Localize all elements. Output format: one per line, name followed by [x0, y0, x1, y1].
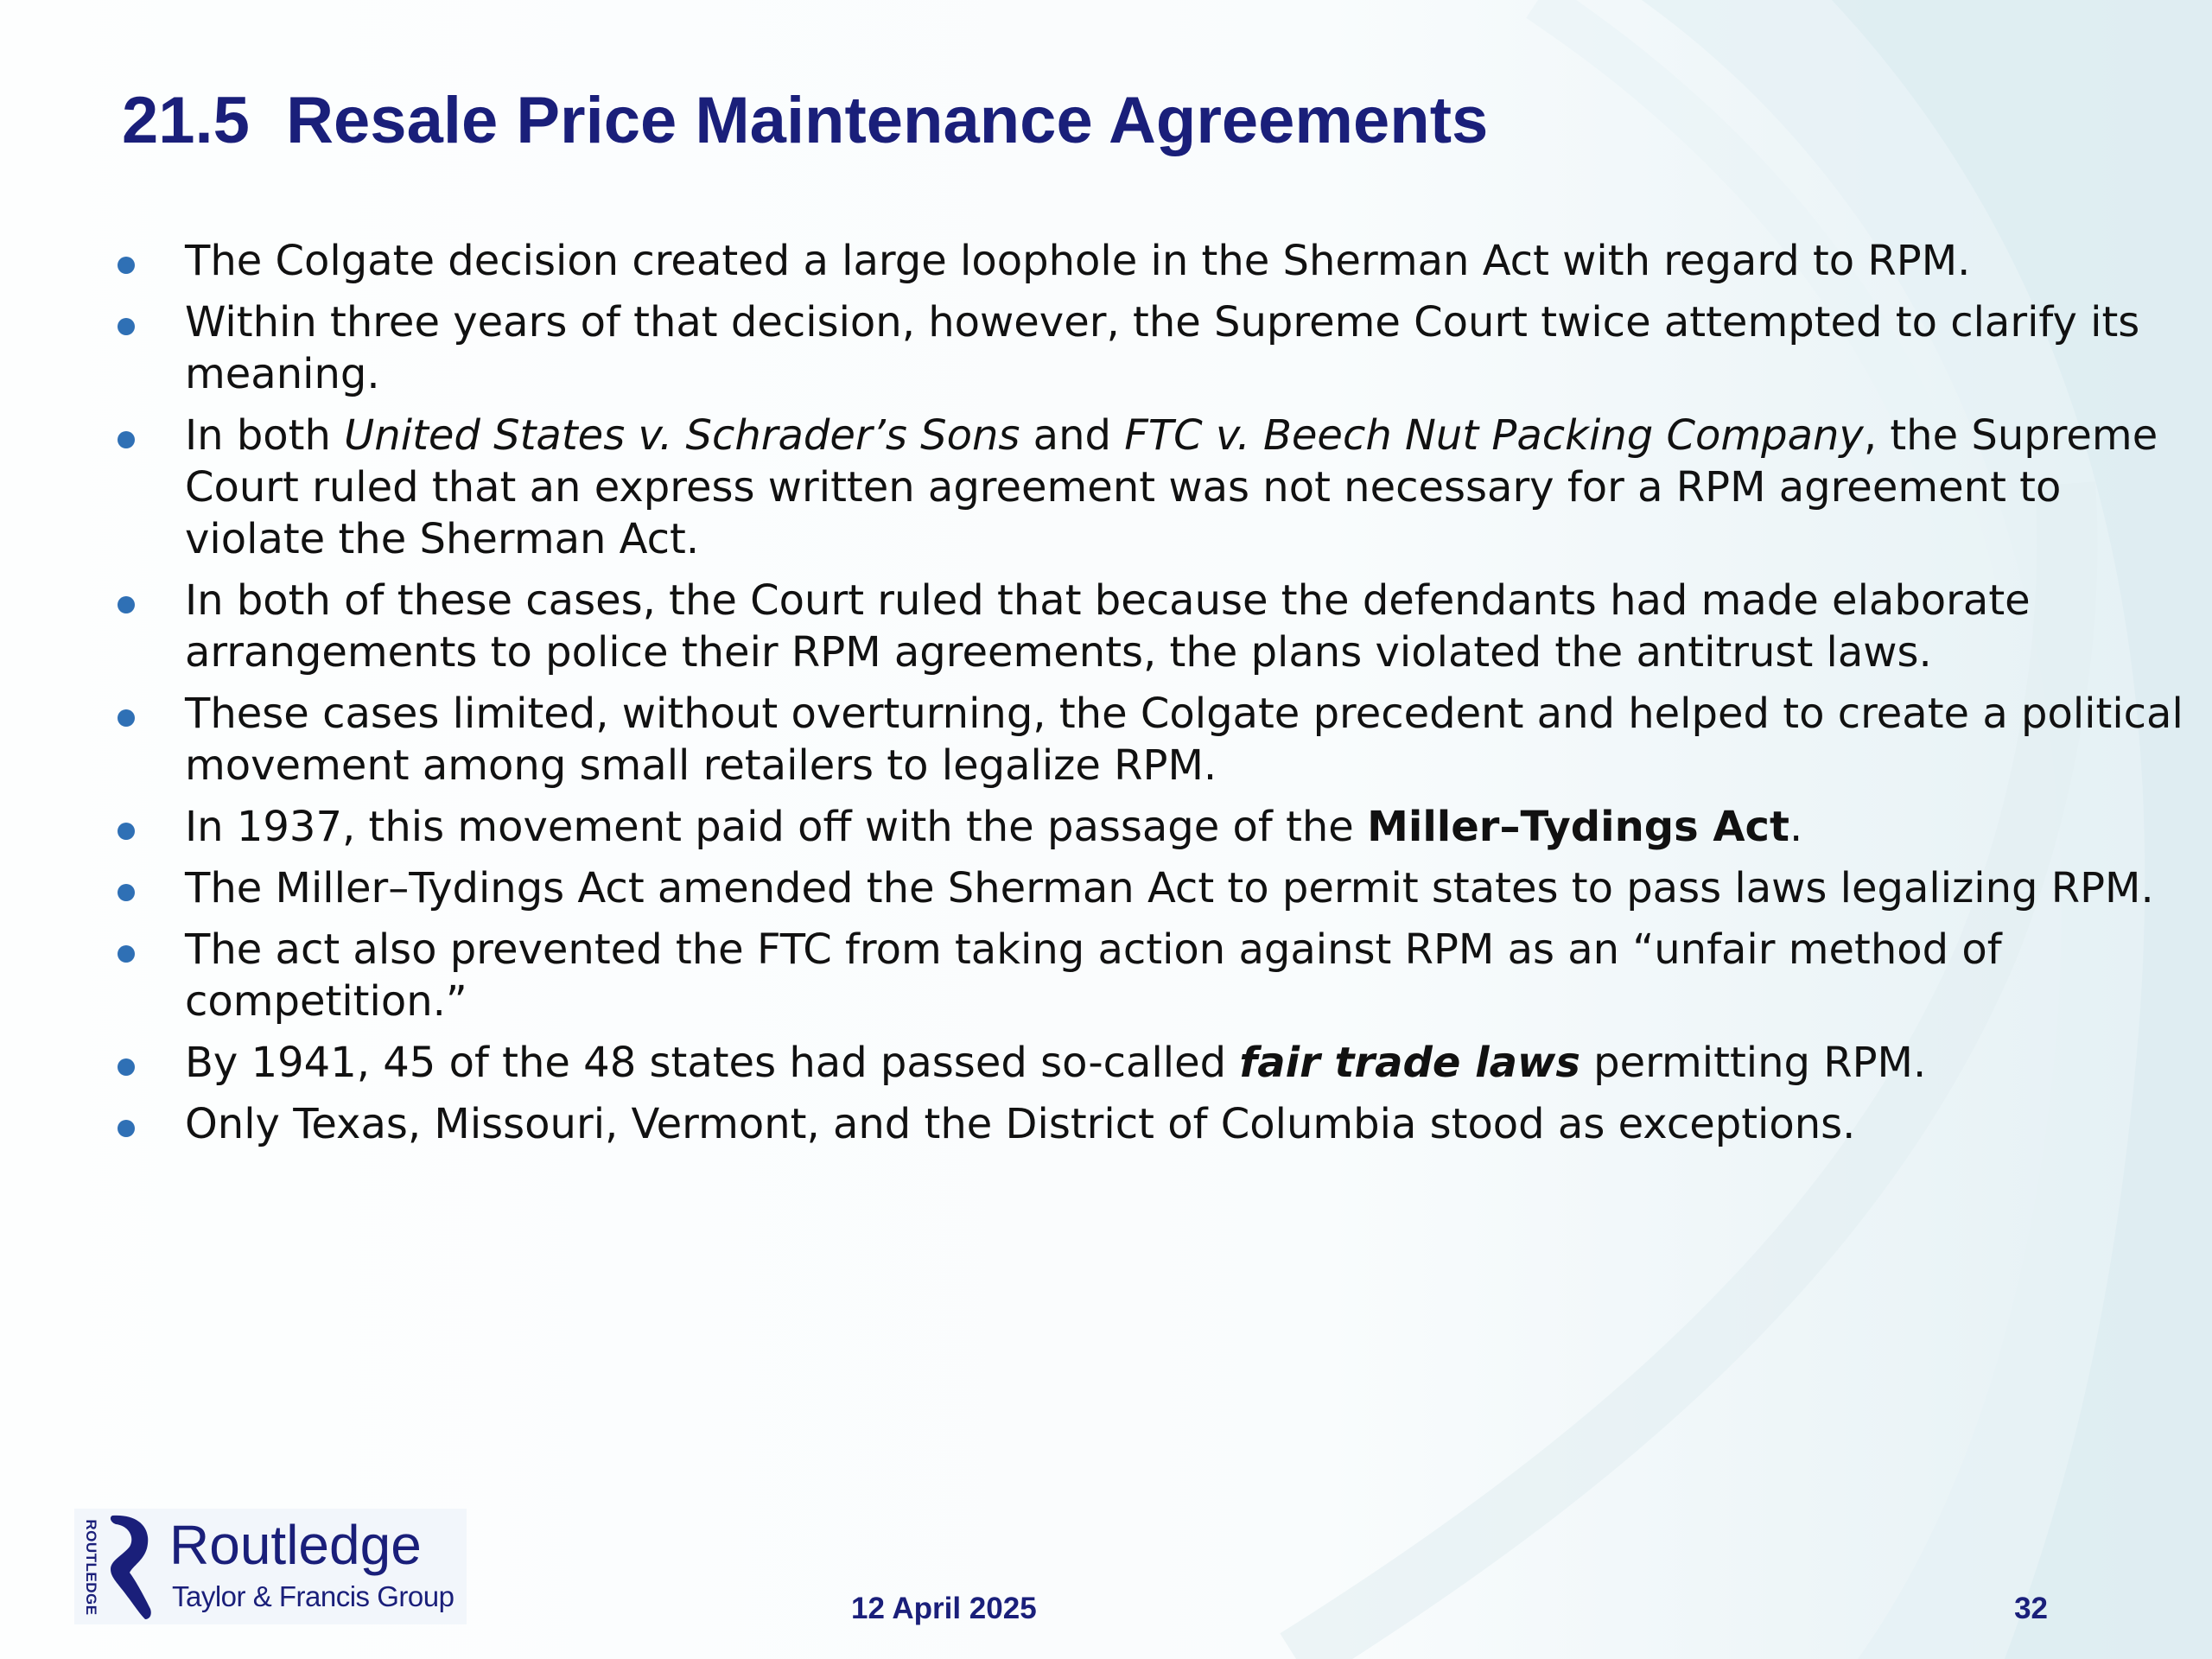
bullet-text-segment: , the Supreme Court ruled that an express written agreement was not necessary for a RPM agreement to violate the Sherman Act.	[185, 411, 2158, 563]
bullet-item	[0, 862, 2212, 914]
bullet-text-segment: United States v. Schrader’s Sons	[344, 411, 1020, 460]
bullet-text	[185, 688, 2212, 791]
bullet-item	[0, 296, 2212, 400]
bullet-text	[185, 235, 2212, 287]
bullet-item	[0, 235, 2212, 287]
bullet-text-segment: The act also prevented the FTC from taking action against RPM as an “unfair method of competition.”	[185, 925, 2002, 1026]
routledge-logo	[74, 1509, 467, 1624]
bullet-text-segment: In 1937, this movement paid off with the passage of the	[185, 803, 1368, 851]
bullet-text	[185, 862, 2212, 914]
bullet-text-segment: Miller–Tydings Act	[1367, 803, 1789, 851]
bullet-text-segment: and	[1020, 411, 1125, 460]
slide-title: 21.5 Resale Price Maintenance Agreements	[122, 84, 1489, 157]
bullet-dot-icon	[118, 1120, 135, 1137]
bullet-item	[0, 1037, 2212, 1089]
bullet-text-segment: .	[1789, 803, 1803, 851]
bullet-item	[0, 1098, 2212, 1150]
bullet-dot-icon	[118, 884, 135, 901]
logo-name: Routledge	[169, 1514, 422, 1576]
bullet-text-segment: By 1941, 45 of the 48 states had passed so-called	[185, 1039, 1240, 1087]
bullet-text	[185, 410, 2212, 565]
bullet-dot-icon	[118, 709, 135, 727]
bullet-item	[0, 688, 2212, 791]
bullet-dot-icon	[118, 945, 135, 963]
bullet-text-segment: In both	[185, 411, 345, 460]
bullet-text-segment: These cases limited, without overturning, the Colgate precedent and helped to create a political movement among small retailers to legalize RPM.	[185, 690, 2183, 790]
footer-date: 12 April 2025	[851, 1592, 1037, 1625]
bullet-dot-icon	[118, 257, 135, 274]
bullet-item	[0, 410, 2212, 565]
bullet-text-segment: fair trade laws	[1239, 1039, 1580, 1087]
bullet-text-segment: The Colgate decision created a large loophole in the Sherman Act with regard to RPM.	[185, 237, 1971, 285]
bullet-text	[185, 1037, 2212, 1089]
bullet-text	[185, 1098, 2212, 1150]
page-number: 32	[2014, 1592, 2048, 1625]
bullet-text-segment: permitting RPM.	[1580, 1039, 1927, 1087]
bullet-dot-icon	[118, 431, 135, 448]
logo-side-label	[79, 1516, 102, 1619]
bullet-item	[0, 924, 2212, 1027]
bullet-dot-icon	[118, 318, 135, 335]
bullet-text-segment: FTC v. Beech Nut Packing Company	[1124, 411, 1864, 460]
bullet-dot-icon	[118, 596, 135, 613]
bullet-dot-icon	[118, 823, 135, 840]
bullet-text-segment: Only Texas, Missouri, Vermont, and the District of Columbia stood as exceptions.	[185, 1100, 1856, 1148]
bullet-dot-icon	[118, 1058, 135, 1076]
bullet-text	[185, 296, 2212, 400]
bullet-text-segment: The Miller–Tydings Act amended the Sherman Act to permit states to pass laws legalizing RPM.	[185, 864, 2154, 912]
routledge-head-icon	[104, 1512, 154, 1623]
bullet-list	[0, 235, 2212, 1160]
logo-subtitle: Taylor & Francis Group	[172, 1580, 454, 1612]
bullet-text	[185, 924, 2212, 1027]
bullet-item	[0, 575, 2212, 678]
bullet-item	[0, 801, 2212, 853]
bullet-text	[185, 801, 2212, 853]
bullet-text	[185, 575, 2212, 678]
bullet-text-segment: In both of these cases, the Court ruled that because the defendants had made elaborate arrangements to police their RPM agreements, the plans violated the antitrust laws.	[185, 576, 2031, 677]
logo-side-text: ROUTLEDGE	[83, 1519, 99, 1616]
bullet-text-segment: Within three years of that decision, however, the Supreme Court twice attempted to clarify its meaning.	[185, 298, 2140, 398]
